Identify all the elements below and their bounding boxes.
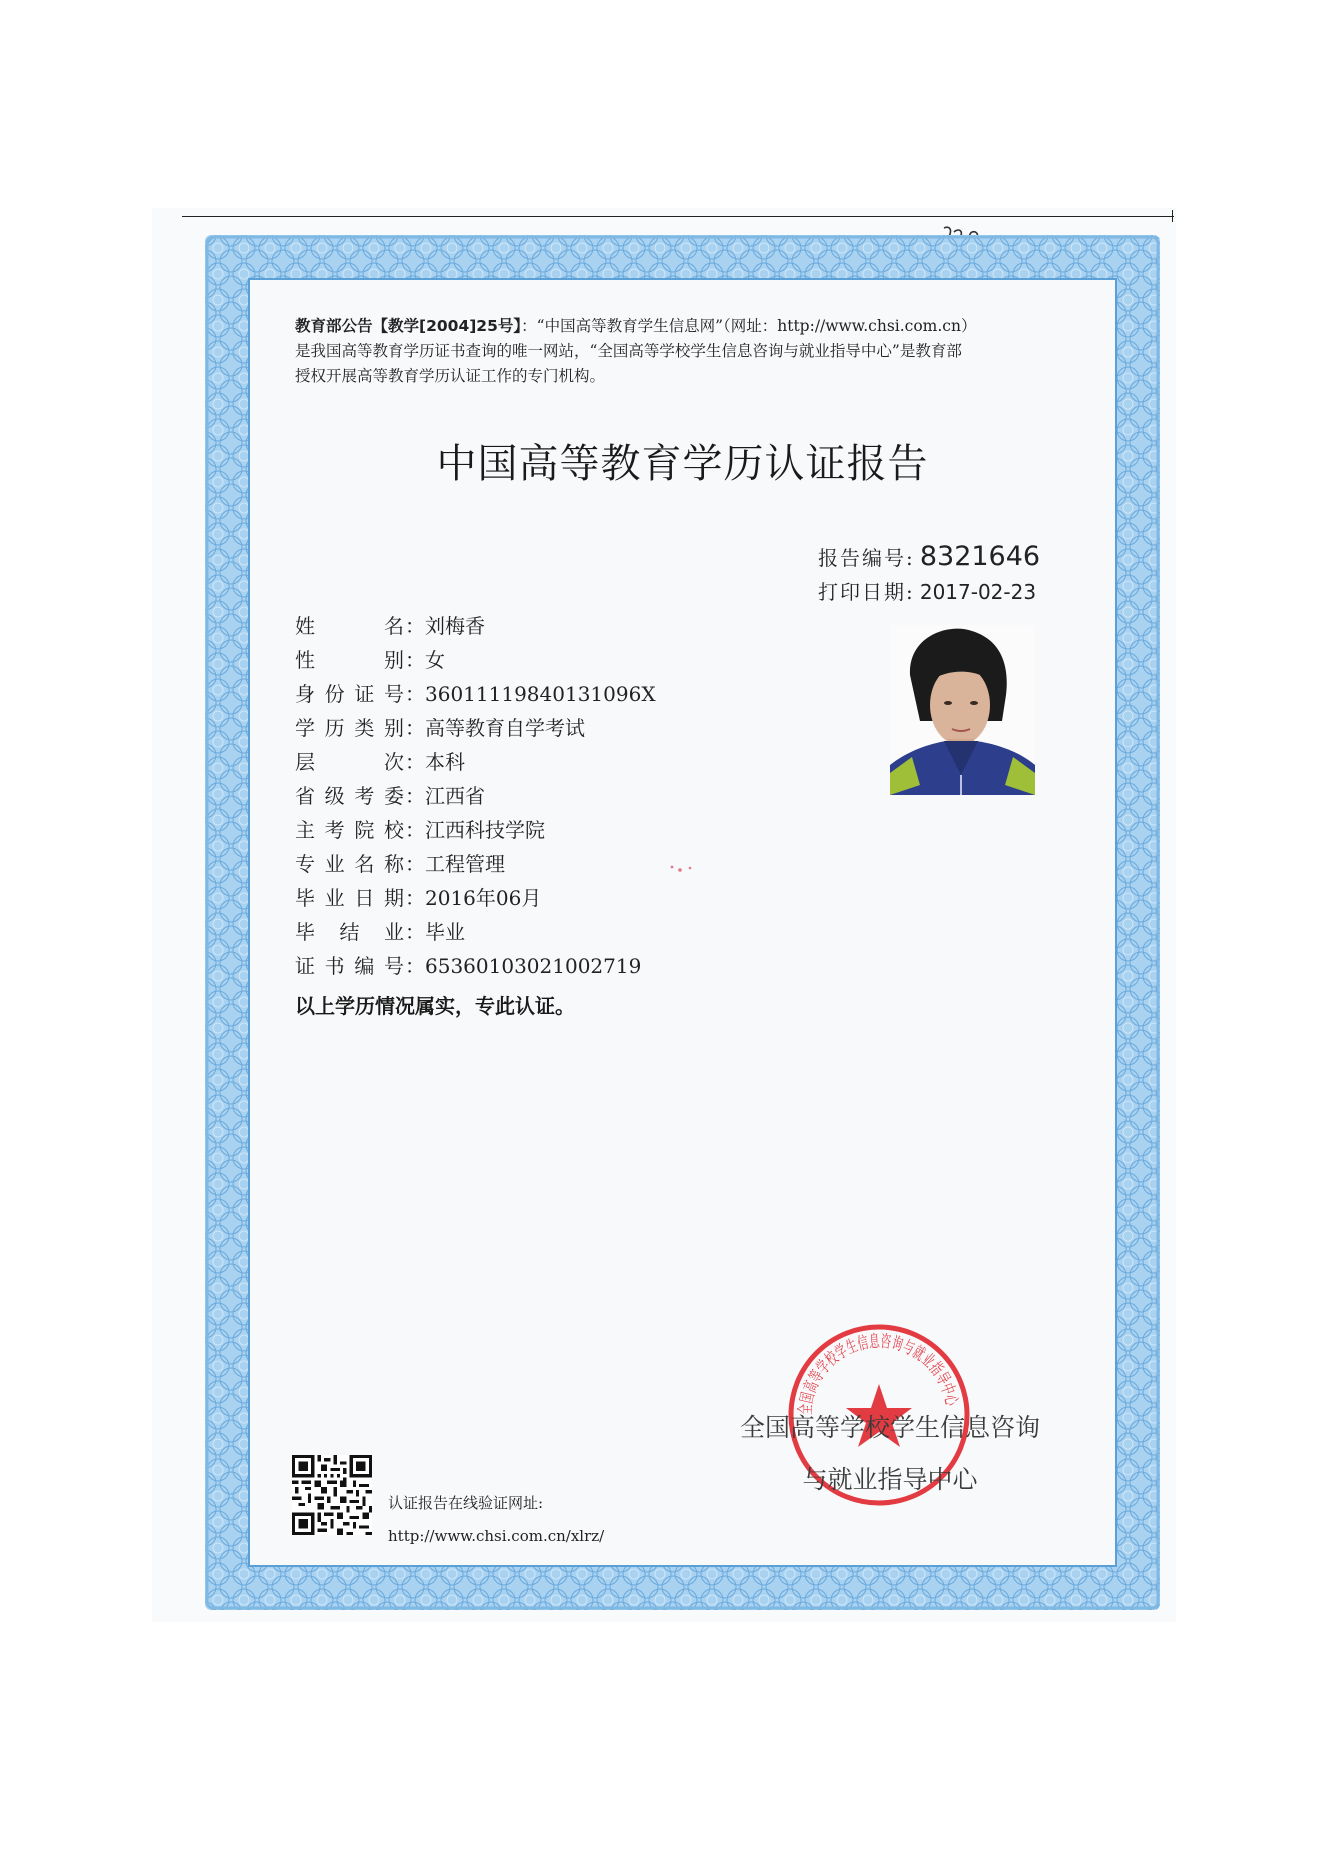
field-certificate-number: 证书编号：65360103021002719 bbox=[295, 954, 642, 978]
id-photo bbox=[890, 625, 1035, 795]
moe-notice bbox=[295, 314, 1095, 389]
field-id-number: 身份证号：36011119840131096X bbox=[295, 682, 656, 706]
notice-line-2: 是我国高等教育学历证书查询的唯一网站，“全国高等学校学生信息咨询与就业指导中心”是教育部 bbox=[295, 342, 962, 360]
print-date-label: 打印日期: bbox=[818, 580, 915, 604]
notice-line-3: 授权开展高等教育学历认证工作的专门机构。 bbox=[295, 367, 606, 385]
field-education-type: 学历类别：高等教育自学考试 bbox=[295, 716, 585, 740]
field-host-institution: 主考院校：江西科技学院 bbox=[295, 818, 545, 842]
field-completion-status: 毕 结 业：毕业 bbox=[295, 920, 465, 944]
notice-bold-ref: 教育部公告【教学[2004]25号】 bbox=[295, 317, 522, 335]
online-verification bbox=[388, 1487, 604, 1553]
report-number-value: 8321646 bbox=[919, 541, 1041, 572]
certification-statement: 以上学历情况属实，专此认证。 bbox=[295, 994, 575, 1018]
print-date-row bbox=[818, 576, 1036, 605]
verification-url: http://www.chsi.com.cn/xlrz/ bbox=[388, 1527, 605, 1545]
ink-speck bbox=[668, 862, 698, 876]
field-level: 层 次：本科 bbox=[295, 750, 465, 774]
seal-text: 全国高等学校学生信息咨询与就业指导中心 bbox=[795, 1331, 963, 1416]
field-provincial-committee: 省级考委：江西省 bbox=[295, 784, 485, 808]
issuer-line-1: 全国高等学校学生信息咨询 bbox=[739, 1413, 1040, 1442]
scan-edge-line bbox=[182, 216, 1174, 217]
scan-edge-tick bbox=[1172, 210, 1173, 222]
verification-label: 认证报告在线验证网址: bbox=[388, 1494, 544, 1512]
report-number-row bbox=[818, 541, 1040, 572]
print-date-value: 2017-02-23 bbox=[919, 580, 1037, 604]
issuing-authority bbox=[725, 1402, 1055, 1506]
document-title: 中国高等教育学历认证报告 bbox=[436, 441, 929, 487]
report-number-label: 报告编号: bbox=[818, 546, 915, 570]
field-graduation-date: 毕业日期：2016年06月 bbox=[295, 886, 542, 910]
qr-code bbox=[292, 1455, 372, 1535]
notice-line-1: ：“中国高等教育学生信息网”（网址：http://www.chsi.com.cn） bbox=[521, 317, 977, 335]
issuer-line-2: 与就业指导中心 bbox=[802, 1465, 978, 1494]
field-name: 姓 名：刘梅香 bbox=[295, 614, 485, 638]
field-major: 专业名称：工程管理 bbox=[295, 852, 505, 876]
field-gender: 性 别：女 bbox=[295, 648, 445, 672]
